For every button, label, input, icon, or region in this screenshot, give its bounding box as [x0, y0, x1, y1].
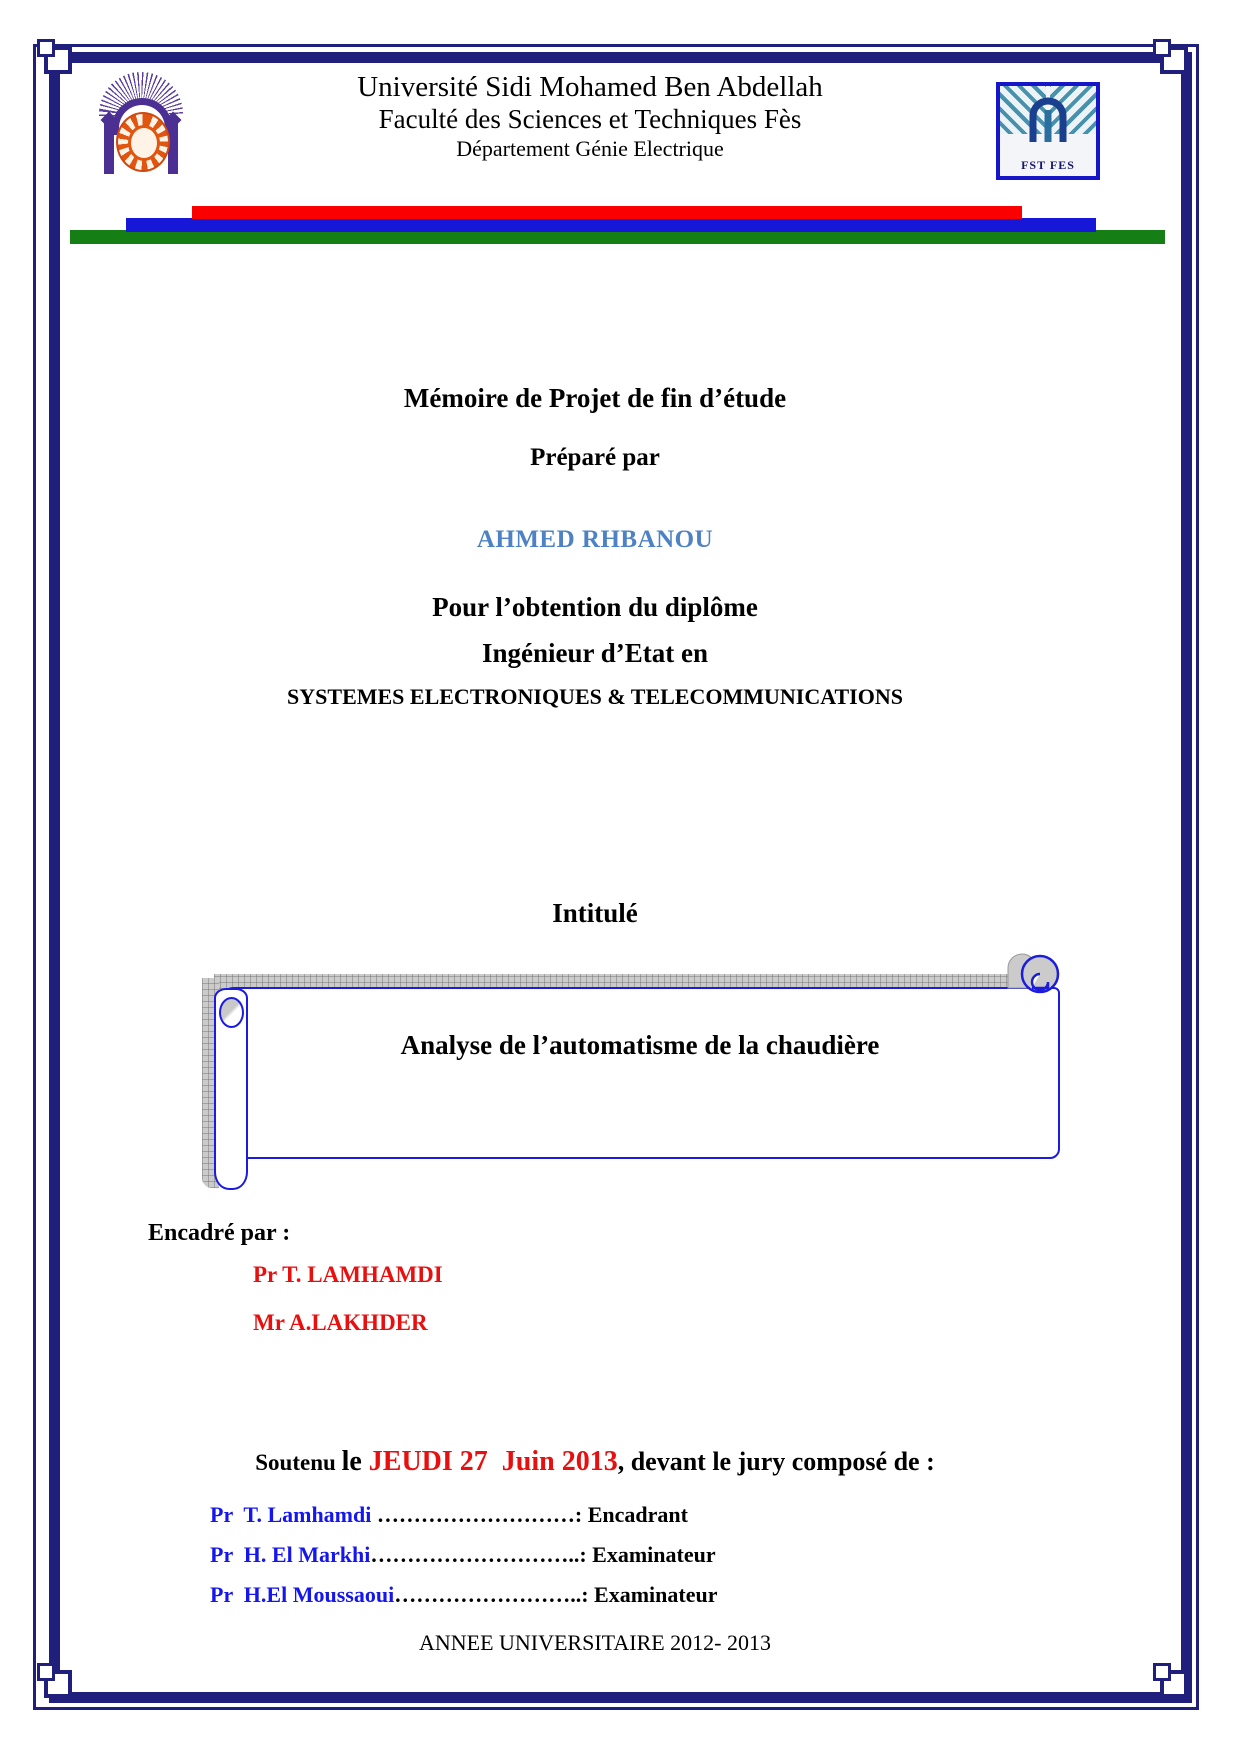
department-name: Département Génie Electrique: [456, 136, 724, 162]
separator-bar-blue: [126, 218, 1096, 232]
fst-logo-caption: FST FES: [1021, 158, 1075, 172]
university-emblem-logo: [95, 72, 187, 187]
emblem-pillar-right-icon: [168, 122, 178, 174]
program-name: SYSTEMES ELECTRONIQUES & TELECOMMUNICATIONS: [287, 684, 903, 709]
emblem-pillar-left-icon: [104, 122, 114, 174]
defense-date-line: [110, 1446, 1080, 1478]
arch-glyph-icon: [1026, 92, 1070, 148]
supervised-by-label: Encadré par :: [148, 1220, 291, 1246]
jury-member-name: Pr H.El Moussaoui: [210, 1582, 395, 1607]
corner-ornament-top-right: [1156, 42, 1192, 78]
scroll-left-curl-spiral-icon: [219, 997, 244, 1028]
corner-ornament-top-left: [40, 42, 76, 78]
university-name: Université Sidi Mohamed Ben Abdellah: [357, 71, 823, 103]
jury-dots: ………………………:: [376, 1502, 588, 1527]
title-label: Intitulé: [552, 898, 638, 928]
academic-year: ANNEE UNIVERSITAIRE 2012- 2013: [418, 1630, 772, 1655]
defense-prefix: Soutenu: [255, 1450, 342, 1475]
thesis-title: Analyse de l’automatisme de la chaudière: [400, 1030, 880, 1060]
degree-line-2: Ingénieur d’Etat en: [481, 638, 709, 668]
scroll-banner-panel: [218, 987, 1060, 1159]
defense-date: JEUDI 27 Juin 2013: [368, 1446, 618, 1477]
jury-row: [210, 1502, 688, 1528]
supervisor-name-1: Pr T. LAMHAMDI: [253, 1262, 443, 1287]
jury-row: [210, 1542, 716, 1568]
jury-dots: ……………………..:: [394, 1582, 595, 1607]
defense-suffix: , devant le jury composé de :: [617, 1447, 935, 1476]
supervisor-name-2: Mr A.LAKHDER: [253, 1310, 428, 1335]
jury-member-name: Pr T. Lamhamdi: [210, 1502, 377, 1527]
jury-member-name: Pr H. El Markhi: [210, 1542, 371, 1567]
fst-fes-logo: [996, 82, 1100, 180]
separator-bar-red: [192, 206, 1022, 219]
jury-member-role: Encadrant: [587, 1502, 688, 1527]
document-type-title: Mémoire de Projet de fin d’étude: [403, 383, 787, 413]
jury-row: [210, 1582, 717, 1608]
jury-dots: ………………………..:: [370, 1542, 593, 1567]
prepared-by-label: Préparé par: [530, 444, 660, 471]
defense-le: le: [341, 1446, 369, 1477]
faculty-name: Faculté des Sciences et Techniques Fès: [378, 104, 802, 135]
degree-line-1: Pour l’obtention du diplôme: [432, 592, 758, 622]
emblem-medallion-icon: [116, 112, 170, 172]
author-name: AHMED RHBANOU: [476, 526, 714, 553]
jury-member-role: Examinateur: [594, 1582, 718, 1607]
corner-ornament-bottom-left: [40, 1666, 76, 1702]
corner-ornament-bottom-right: [1156, 1666, 1192, 1702]
scroll-right-curl-icon: [1002, 948, 1066, 1010]
institution-header: [200, 70, 980, 162]
separator-bar-green: [70, 230, 1165, 244]
jury-member-role: Examinateur: [592, 1542, 716, 1567]
